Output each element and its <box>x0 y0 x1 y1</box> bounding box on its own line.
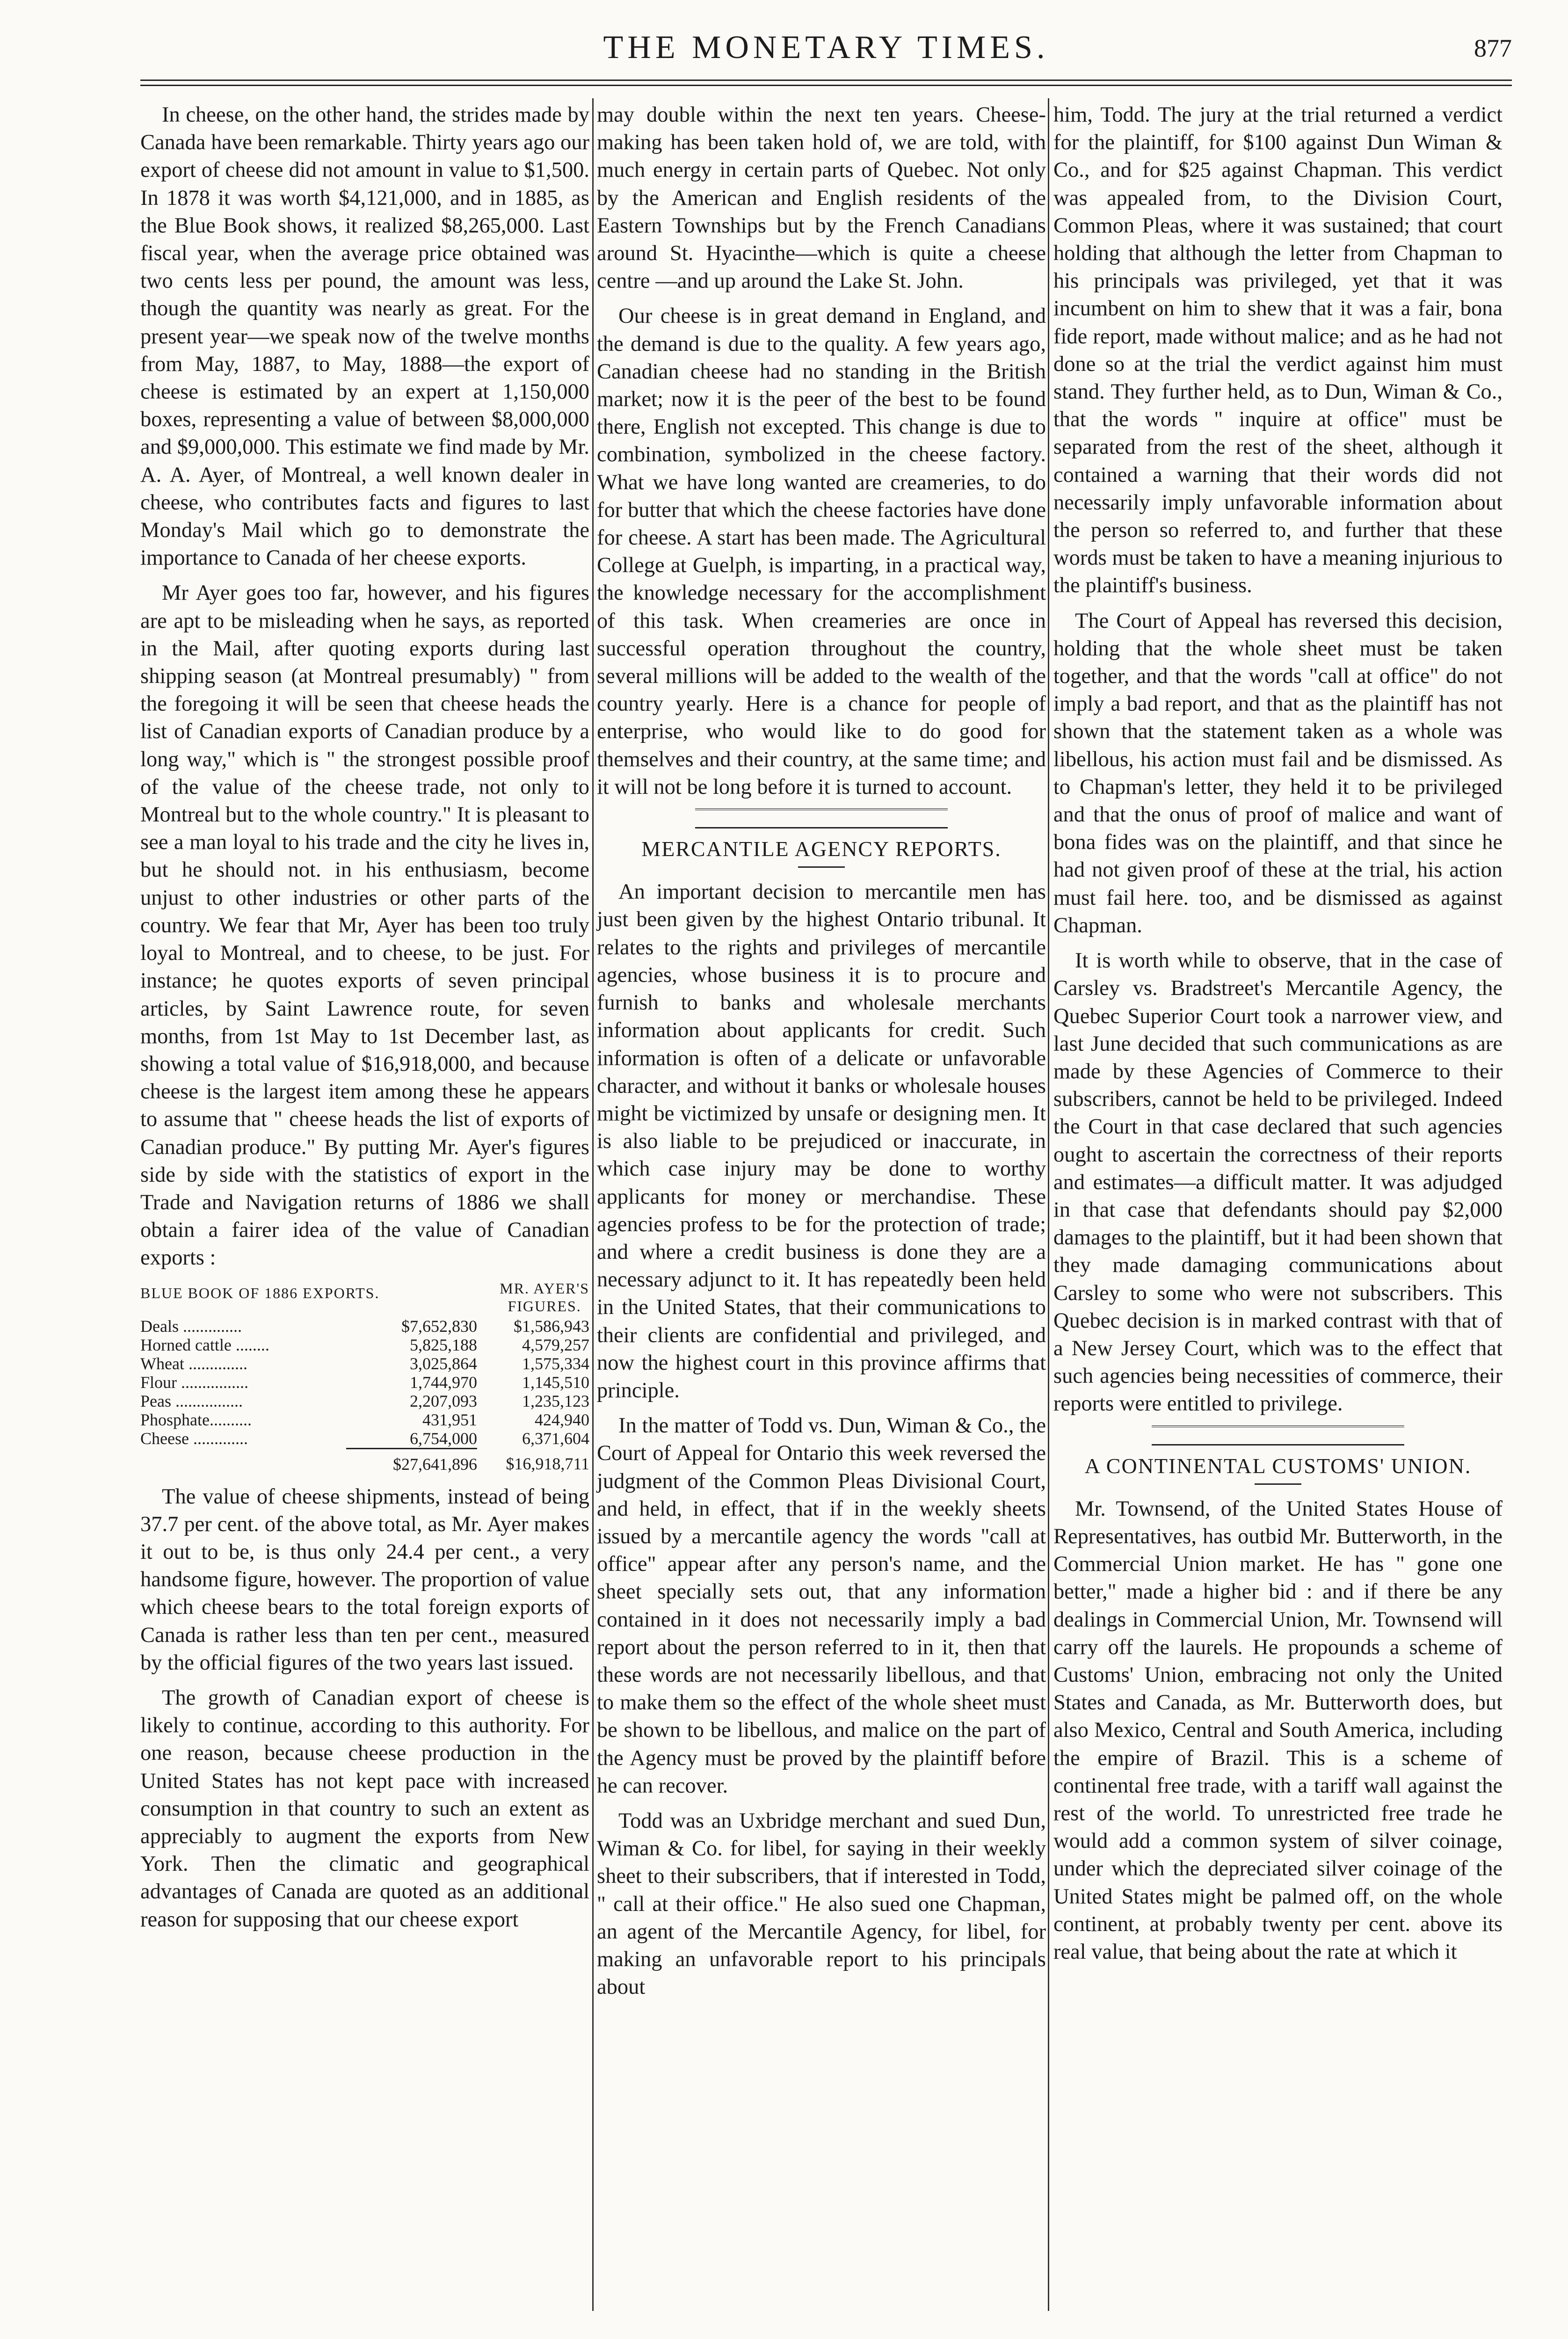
column-divider <box>1048 98 1049 2311</box>
section-heading: MERCANTILE AGENCY REPORTS. <box>641 837 1002 861</box>
section-separator <box>1152 1425 1404 1446</box>
table-total-row: $27,641,896 $16,918,711 <box>140 1448 589 1474</box>
table-row: Wheat .............. 3,025,864 1,575,334 <box>140 1354 589 1373</box>
column-2 <box>597 101 1046 2008</box>
table-row: Peas ................ 2,207,093 1,235,123 <box>140 1391 589 1410</box>
exports-table <box>140 1279 589 1474</box>
column-1 <box>140 101 589 1941</box>
exports-table-head-left: BLUE BOOK OF 1886 EXPORTS. <box>140 1284 380 1301</box>
paragraph: Mr Ayer goes too far, however, and his figures are apt to be misleading when he says, as reported in the Mail, after quoting exports during last shipping season (at Montreal presumably) " from the foregoing it will be seen that cheese heads the list of Canadian exports of Canadian produce by a long way," which is " the strongest possible proof of the value of the cheese trade, not only to Montreal but to the whole country." It is pleasant to see a man loyal to his trade and the city he lives in, but he should not. in his enthusiasm, become unjust to other industries or other parts of the country. We fear that Mr, Ayer has been too truly loyal to Montreal, and to cheese, to be just. For instance; he quotes exports of seven principal articles, by Saint Lawrence route, for seven months, from 1st May to 1st December last, as showing a total value of $16,918,000, and because cheese is the largest item among these he appears to assume that " cheese heads the list of exports of Canadian produce." By putting Mr. Ayer's figures side by side with the statistics of export in the Trade and Navigation returns of 1886 we shall obtain a fairer idea of the value of Canadian exports : <box>140 581 589 1270</box>
table-row: Horned cattle ........ 5,825,188 4,579,257 <box>140 1335 589 1354</box>
table-row: Cheese ............. 6,754,000 6,371,604 <box>140 1429 589 1448</box>
column-divider <box>592 98 594 2311</box>
paragraph: In the matter of Todd vs. Dun, Wiman & Co., the Court of Appeal for Ontario this week reversed the judgment of the Common Pleas Divisional Court, and held, in effect, that if in the weekly sheets issued by a mercantile agency the words "call at office" appear after any person's name, and the sheet specially sets out, that any information contained in it does not necessarily imply a bad report about the person referred to in it, then that these words are not necessarily libellous, and that to make them so the effect of the whole sheet must be shown to be libellous, and malice on the part of the Agency must be proved by the plaintiff before he can recover. <box>597 1414 1046 1798</box>
paragraph: In cheese, on the other hand, the strides made by Canada have been remarkable. Thirty years ago our export of cheese did not amount in value to $1,500. In 1878 it was worth $4,121,000, and in 1885, as the Blue Book shows, it realized $8,265,000. Last fiscal year, when the average price obtained was two cents less per pound, the amount was less, though the quantity was nearly as great. For the present year—we speak now of the twelve months from May, 1887, to May, 1888—the export of cheese is estimated by an expert at 1,150,000 boxes, representing a value of between $8,000,000 and $9,000,000. This estimate we find made by Mr. A. A. Ayer, of Montreal, a well known dealer in cheese, who contributes facts and figures to last Monday's Mail which go to demonstrate the importance to Canada of her cheese exports. <box>140 103 589 570</box>
paragraph: The value of cheese shipments, instead of being 37.7 per cent. of the above total, as Mr. Ayer makes it out to be, is thus only 24.4 per cent., a very handsome figure, however. The proportion of value which cheese bears to the total foreign exports of Canada is rather less than ten per cent., measured by the official figures of the two years last issued. <box>140 1484 589 1675</box>
table-row: Flour ................ 1,744,970 1,145,510 <box>140 1373 589 1392</box>
paragraph: The growth of Canadian export of cheese is likely to continue, according to this authority. For one reason, because cheese production in the United States has not kept pace with increased consumption in that country to such an extent as appreciably to augment the exports from New York. Then the climatic and geographical advantages of Canada are quoted as an additional reason for supposing that our cheese export <box>140 1685 589 1932</box>
paragraph: It is worth while to observe, that in the case of Carsley vs. Bradstreet's Mercantile Agency, the Quebec Superior Court took a narrower view, and last June decided that such communications as are made by these Agencies of Commerce to their subscribers, cannot be held to be privileged. Indeed the Court in that case declared that such agencies ought to ascertain the correctness of their reports and estimates—a difficult matter. It was adjudged in that case that defendants should pay $2,000 damages to the plaintiff, but it had been shown that they made damaging communications about Carsley to some who were not subscribers. This Quebec decision is in marked contrast with that of a New Jersey Court, which was to the effect that such agencies being necessities of commerce, their reports were entitled to privilege. <box>1053 949 1503 1416</box>
paragraph: An important decision to mercantile men has just been given by the highest Ontario tribunal. It relates to the rights and privileges of mercantile agencies, whose business it is to procure and furnish to banks and wholesale merchants information about applicants for credit. Such information is often of a delicate or unfavorable character, and without it banks or wholesale houses might be victimized by unsafe or designing men. It is also liable to be prejudiced or inaccurate, in which case injury may be done to worthy applicants for money or merchandise. These agencies profess to be for the protection of trade; and where a credit business is done they are a necessary adjunct to it. It has repeatedly been held in the United States, that their communications to their clients are confidential and privileged, and now the highest court in this province affirms that principle. <box>597 880 1046 1402</box>
heading-rule <box>1255 1483 1301 1485</box>
heading-rule <box>798 866 845 868</box>
paragraph: Our cheese is in great demand in England, and the demand is due to the quality. A few years ago, Canadian cheese had no standing in the British market; now it is the peer of the best to be found there, English not excepted. This change is due to combination, symbolized in the cheese factory. What we have long wanted are creameries, to do for butter that which the cheese factories have done for cheese. A start has been made. The Agricultural College at Guelph, is imparting, in a practical way, the knowledge necessary for the accomplishment of this task. When creameries are once in successful operation throughout the country, several millions will be added to the wealth of the country yearly. Here is a chance for people of enterprise, who would like to do good for themselves and their country, at the same time; and it will not be long before it is turned to account. <box>597 304 1046 799</box>
exports-table-header <box>140 1279 589 1315</box>
table-row: Deals .............. $7,652,830 $1,586,943 <box>140 1316 589 1336</box>
paragraph: The Court of Appeal has reversed this decision, holding that the whole sheet must be taken together, and that the words "call at office" do not imply a bad report, and that as the plaintiff has not shown that the statement taken as a whole was libellous, his action must fail and be dismissed. As to Chapman's letter, they held it to be privileged and that the onus of proof of malice and want of bona fides was on the plaintiff, and that since he had not given proof of these at the trial, his action must fail here. too, and be dismissed as against Chapman. <box>1053 609 1503 937</box>
exports-table-head-right: MR. AYER'S FIGURES. <box>500 1279 589 1315</box>
paragraph: Mr. Townsend, of the United States House of Representatives, has outbid Mr. Butterworth, in the Commercial Union market. He has " gone one better," made a higher bid : and if there be any dealings in Commercial Union, Mr. Townsend will carry off the laurels. He propounds a scheme of Customs' Union, embracing not only the United States and Canada, as Mr. Butterworth does, but also Mexico, Central and South America, including the empire of Brazil. This is a scheme of continental free trade, with a tariff wall against the rest of the world. To unrestricted free trade he would add a common system of silver coinage, under which the depreciated silver coinage of the United States might be palmed off, on the whole continent, at probably twenty per cent. above its real value, that being about the rate at which it <box>1053 1496 1503 1964</box>
table-row: Phosphate.......... 431,951 424,940 <box>140 1410 589 1429</box>
exports-figures <box>140 1317 589 1474</box>
paragraph: him, Todd. The jury at the trial returned a verdict for the plaintiff, for $100 against Dun Wiman & Co., and for $25 against Chapman. This verdict was appealed from, to the Division Court, Common Pleas, where it was sustained; that court holding that although the letter from Chapman to his principals was privileged, yet that it was incumbent on him to shew that it was a fair, bona fide report, made without malice; and as he had not done so at the trial the verdict against him must stand. They further held, as to Dun, Wiman & Co., that the words " inquire at office" must be separated from the rest of the sheet, although it contained a warning that their words did not necessarily imply unfavorable information about the person so referred to, and further that these words must be taken to have a meaning injurious to the plaintiff's business. <box>1053 103 1503 598</box>
header-rule <box>140 80 1512 86</box>
masthead <box>140 23 1512 80</box>
section-separator <box>695 808 948 828</box>
section-heading: A CONTINENTAL CUSTOMS' UNION. <box>1084 1453 1472 1478</box>
page-number: 877 <box>1474 34 1512 62</box>
paragraph: may double within the next ten years. Cheese-making has been taken hold of, we are told, with much energy in certain parts of Quebec. Not only by the American and English residents of the Eastern Townships but by the French Canadians around St. Hyacinthe—which is quite a cheese centre —and up around the Lake St. John. <box>597 103 1046 293</box>
column-3 <box>1053 101 1503 1973</box>
newspaper-title: THE MONETARY TIMES. <box>603 29 1049 65</box>
paragraph: Todd was an Uxbridge merchant and sued Dun, Wiman & Co. for libel, for saying in their weekly sheet to their subscribers, that if interested in Todd, " call at their office." He also sued one Chapman, an agent of the Mercantile Agency, for libel, for making an unfavorable report to his principals about <box>597 1809 1046 1999</box>
